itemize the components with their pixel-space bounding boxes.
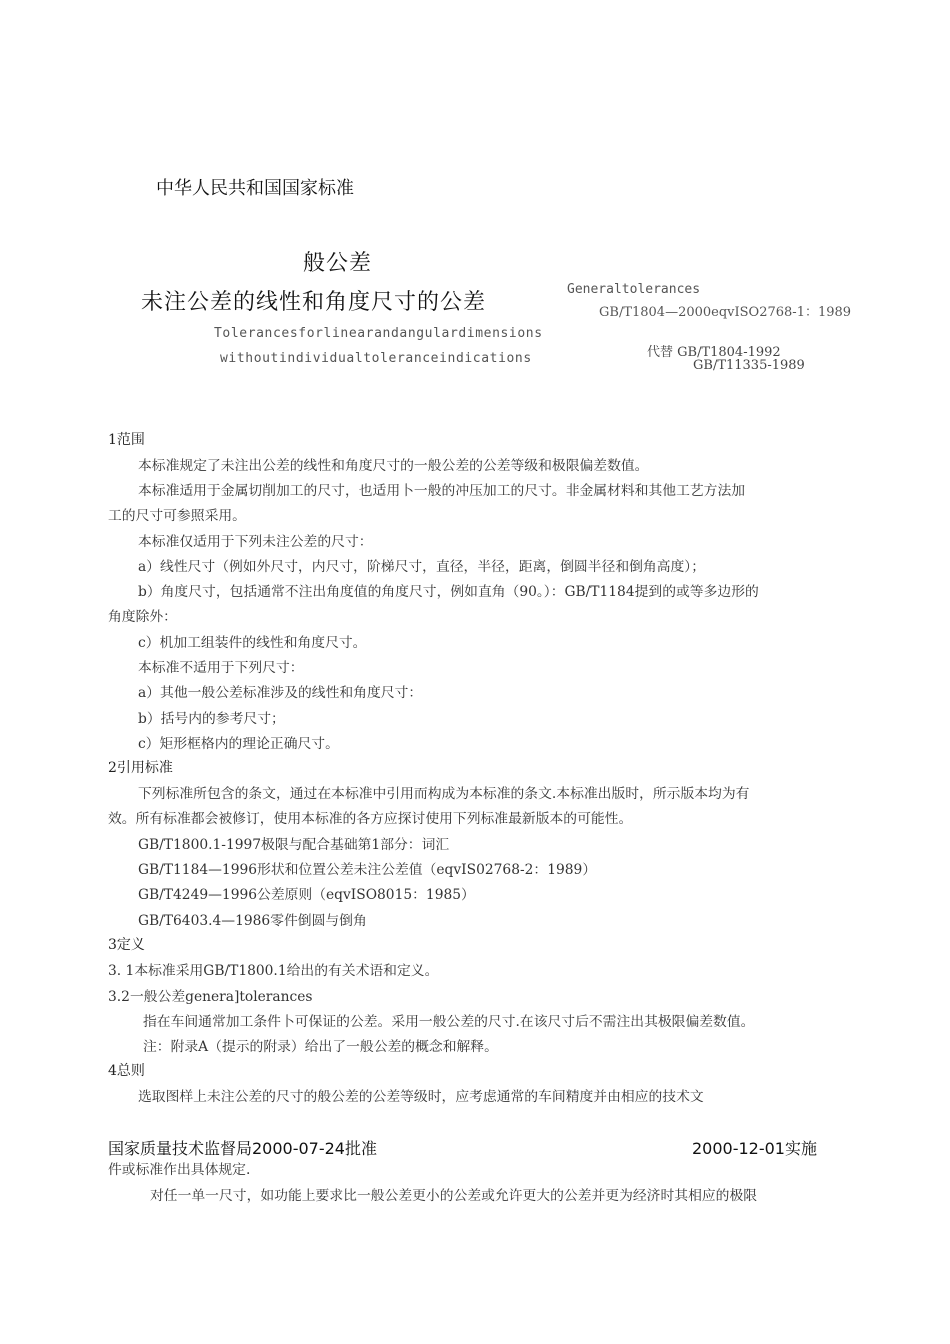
implementation-date: 2000-12-01实施 xyxy=(692,1139,817,1158)
standard-type: 中华人民共和国国家标准 xyxy=(156,178,354,199)
list-item: a）线性尺寸（例如外尺寸，内尺寸，阶梯尺寸，直径，半径，距离，倒圆半径和倒角高度）； xyxy=(138,559,705,575)
reference-item: GB/T1800.1-1997极限与配合基础第1部分：词汇 xyxy=(138,837,450,853)
section-heading-references: 2引用标准 xyxy=(108,760,173,776)
list-item: b）括号内的参考尺寸； xyxy=(138,711,285,727)
reference-item: GB/T6403.4—1986零件倒圆与倒角 xyxy=(138,913,367,929)
paragraph-line: 本标准适用于金属切削加工的尺寸，也适用卜一般的冲压加工的尺寸。非金属材料和其他工艺方法加 xyxy=(138,483,746,499)
reference-item: GB/T1184—1996形状和位置公差未注公差值（eqvIS02768-2：1989） xyxy=(138,862,597,878)
note-line: 注：附录A（提示的附录）给出了一般公差的概念和解释。 xyxy=(143,1039,498,1055)
title-line-2: 未注公差的线性和角度尺寸的公差 xyxy=(141,290,487,315)
definition-item: 3. 1本标准采用GB/T1800.1给出的有关术语和定义。 xyxy=(108,963,439,979)
paragraph-line: 效。所有标准都会被修订，使用本标准的各方应探讨使用下列标准最新版本的可能性。 xyxy=(108,811,633,827)
english-title: Generaltolerances xyxy=(567,282,701,297)
paragraph-line: 指在车间通常加工条件卜可保证的公差。采用一般公差的尺寸.在该尺寸后不需注出其极限偏差数值。 xyxy=(143,1014,755,1030)
list-item: c）矩形框格内的理论正确尺寸。 xyxy=(138,736,339,752)
paragraph-line: 角度除外： xyxy=(108,609,177,625)
reference-item: GB/T4249—1996公差原则（eqvISO8015：1985） xyxy=(138,887,475,903)
list-item: b）角度尺寸，包括通常不注出角度值的角度尺寸，例如直角（90。）：GB/T1184提到的或等多边形的 xyxy=(138,584,759,600)
section-heading-scope: 1范围 xyxy=(108,432,145,448)
section-heading-definitions: 3定义 xyxy=(108,937,145,953)
title-line-1: 般公差 xyxy=(303,251,373,276)
list-item: a）其他一般公差标准涉及的线性和角度尺寸： xyxy=(138,685,423,701)
section-heading-general: 4总则 xyxy=(108,1063,145,1079)
definition-item: 3.2一般公差genera]tolerances xyxy=(108,989,313,1005)
replaces-standard-1: 代替 GB/T1804-1992 xyxy=(647,345,781,360)
continuation-line: 件或标准作出具体规定. xyxy=(108,1162,251,1178)
replaces-standard-2: GB/T11335-1989 xyxy=(693,358,805,373)
paragraph-line: 本标准仅适用于下列未注公差的尺寸： xyxy=(138,534,373,550)
list-item: c）机加工组装件的线性和角度尺寸。 xyxy=(138,635,367,651)
paragraph-line: 工的尺寸可参照采用。 xyxy=(108,508,246,524)
continuation-line: 对任一单一尺寸，如功能上要求比一般公差更小的公差或允许更大的公差并更为经济时其相应的极限 xyxy=(150,1188,758,1204)
standard-number: GB/T1804—2000eqvISO2768-1：1989 xyxy=(599,305,852,320)
approval-line: 国家质量技术监督局2000-07-24批准 xyxy=(108,1139,377,1158)
paragraph-line: 选取图样上未注公差的尺寸的般公差的公差等级时，应考虑通常的车间精度并由相应的技术文 xyxy=(138,1089,704,1105)
paragraph-line: 本标准规定了未注出公差的线性和角度尺寸的一般公差的公差等级和极限偏差数值。 xyxy=(138,458,649,474)
english-subtitle-line-1: Tolerancesforlinearandangulardimensions xyxy=(214,326,543,341)
english-subtitle-line-2: withoutindividualtoleranceindications xyxy=(220,351,532,366)
paragraph-line: 本标准不适用于下列尺寸： xyxy=(138,660,304,676)
paragraph-line: 下列标准所包含的条文，通过在本标准中引用而构成为本标准的条文.本标准出版时，所示版本均为有 xyxy=(138,786,750,802)
